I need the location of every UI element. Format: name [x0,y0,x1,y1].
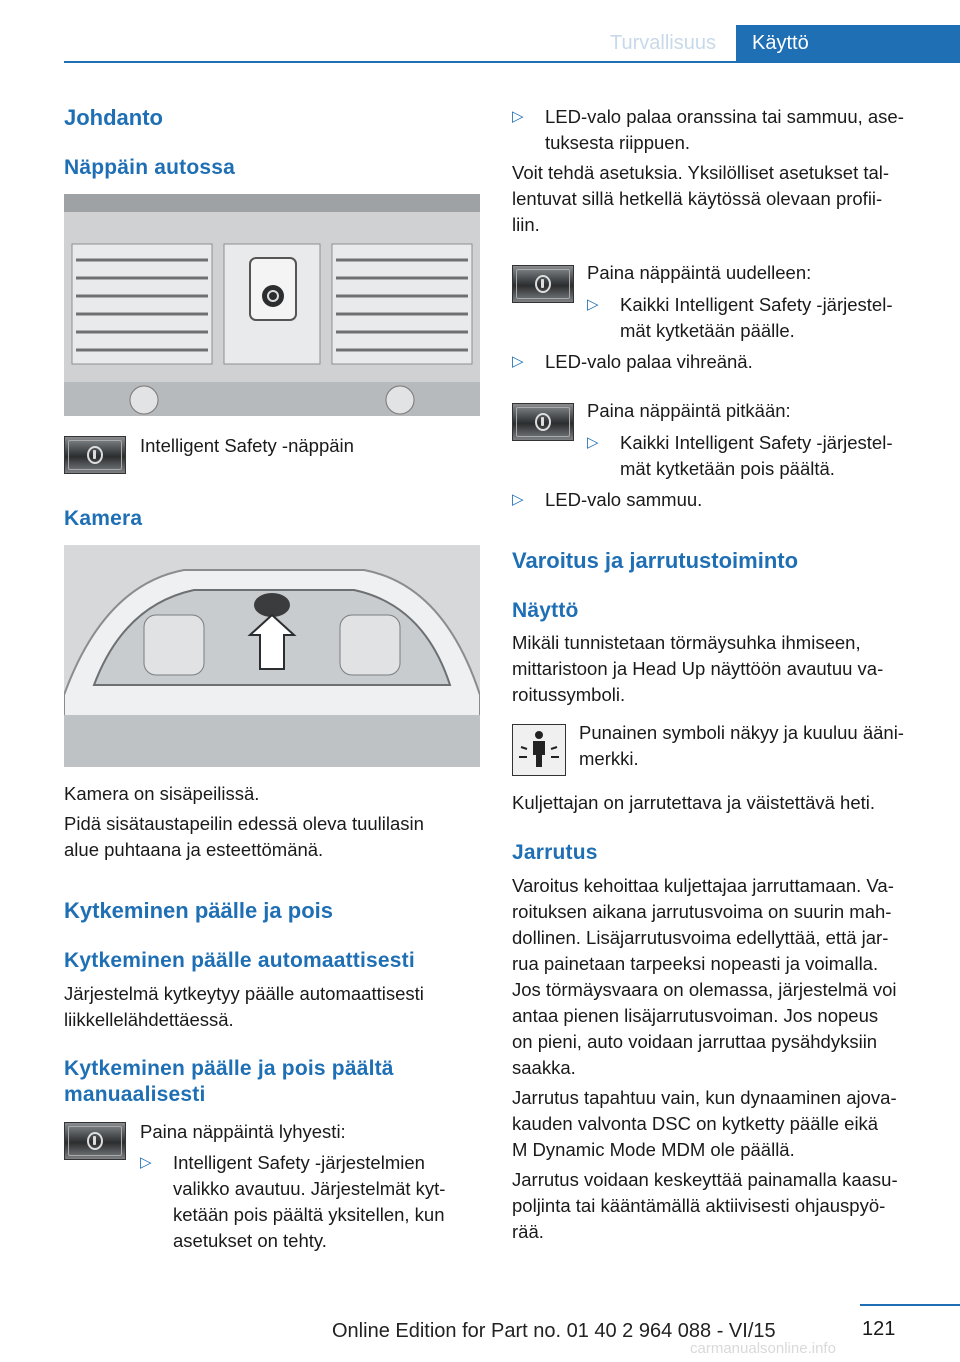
safety-button-image [64,436,126,474]
short-bullet-4: asetukset on tehty. [173,1230,327,1251]
list-item [512,487,928,513]
camera-photo [64,545,480,767]
camera-illustration [64,545,480,767]
braking-text-4: rua painetaan tarpeeksi nopeasti ja voimalla. [512,953,879,974]
safety-button-icon [87,446,103,464]
edition-text: Online Edition for Part no. 01 40 2 964 088 - VI/15 [332,1320,776,1342]
display-text-1: Mikäli tunnistetaan törmäysuhka ihmiseen, [512,632,861,653]
braking-text-3: dollinen. Lisäjarrutusvoima edellyttää, että jar‐ [512,927,889,948]
again-bullet-2: mät kytketään päälle. [620,320,795,341]
led-bullet-1: LED-valo palaa oranssina tai sammuu, ase‐ [545,106,904,127]
pedestrian-warning-image [512,724,566,776]
heading-jarrutus: Jarrutus [512,841,598,864]
dashboard-illustration [64,194,480,416]
braking3-text-2: poljinta tai kääntämällä aktiivisesti ohjauspyö‐ [512,1195,886,1216]
heading-automaattisesti: Kytkeminen päälle automaattisesti [64,949,415,972]
symbol-text-2: merkki. [579,748,639,769]
braking3-text-3: rää. [512,1221,544,1242]
braking-text-6: antaa pienen lisäjarrutusvoiman. Jos nopeus [512,1005,879,1026]
camera-text-2b: alue puhtaana ja esteettömänä. [64,839,324,860]
display-text-3: roitussymboli. [512,684,626,705]
safety-button-image-again [512,265,574,303]
braking-text-7: on pieni, auto voidaan jarruttaa pysähdyksiin [512,1031,878,1052]
safety-button-icon [87,1132,103,1150]
auto-text-1: Järjestelmä kytkeytyy päälle automaattisesti [64,983,424,1004]
heading-nappain-autossa: Näppäin autossa [64,156,236,179]
display-text-2: mittaristoon ja Head Up näyttöön avautuu va‐ [512,658,884,679]
safety-button-image-short [64,1122,126,1160]
heading-naytto: Näyttö [512,599,579,622]
pedestrian-icon [513,725,565,775]
list-item [140,1150,480,1254]
settings-text-2: lentuvat sillä hetkellä käytössä olevaan profii‐ [512,188,883,209]
tab-kaytto[interactable]: Käyttö [736,25,960,62]
bullet-icon: ▷ [587,296,599,313]
led-green: LED-valo palaa vihreänä. [545,351,753,372]
led-bullet-2: tuksesta riippuen. [545,132,691,153]
tab-turvallisuus[interactable]: Turvallisuus [610,32,716,54]
press-long: Paina näppäintä pitkään: [587,400,791,421]
press-again: Paina näppäintä uudelleen: [587,262,812,283]
list-item [587,430,927,482]
bullet-icon: ▷ [512,108,524,125]
driver-text: Kuljettajan on jarrutettava ja väistettävä heti. [512,792,876,813]
short-bullet-1: Intelligent Safety -järjestelmien [173,1152,425,1173]
safety-button-icon [535,413,551,431]
long-bullet-2: mät kytketään pois päältä. [620,458,835,479]
watermark: carmanualsonline.info [690,1340,836,1357]
dashboard-photo [64,194,480,416]
short-bullet-2: valikko avautuu. Järjestelmät kyt‐ [173,1178,446,1199]
settings-text-1: Voit tehdä asetuksia. Yksilölliset asetukset tal‐ [512,162,890,183]
safety-button-icon [535,275,551,293]
braking-text-1: Varoitus kehoittaa kuljettajaa jarruttamaan. Va‐ [512,875,894,896]
page-number: 121 [862,1318,896,1340]
settings-text-3: liin. [512,214,540,235]
press-short: Paina näppäintä lyhyesti: [140,1121,346,1142]
long-bullet-1: Kaikki Intelligent Safety -järjestel‐ [620,432,893,453]
bullet-icon: ▷ [512,491,524,508]
braking2-text-2: kauden valvonta DSC on kytketty päälle eikä [512,1113,879,1134]
again-bullet-1: Kaikki Intelligent Safety -järjestel‐ [620,294,893,315]
braking-text-2: roituksen aikana jarrutusvoima on suurin mah‐ [512,901,892,922]
camera-text-2a: Pidä sisätaustapeilin edessä oleva tuulilasin [64,813,424,834]
list-item [587,292,927,344]
braking-text-5: Jos törmäysvaara on olemassa, järjestelmä voi [512,979,897,1000]
heading-johdanto: Johdanto [64,105,163,130]
symbol-text-1: Punainen symboli näkyy ja kuuluu ääni‐ [579,722,904,743]
bullet-icon: ▷ [512,353,524,370]
braking2-text-3: M Dynamic Mode MDM ole päällä. [512,1139,795,1160]
heading-varoitus: Varoitus ja jarrutustoiminto [512,548,799,573]
list-item [512,104,928,156]
heading-manuaalisesti-1: Kytkeminen päälle ja pois päältä [64,1057,394,1080]
caption-safety-button: Intelligent Safety -näppäin [140,435,354,456]
list-item [512,349,928,375]
header-rule [64,61,960,63]
short-bullet-3: ketään pois päältä yksitellen, kun [173,1204,445,1225]
braking-text-8: saakka. [512,1057,576,1078]
heading-kytkeminen: Kytkeminen päälle ja pois [64,898,333,923]
braking3-text-1: Jarrutus voidaan keskeyttää painamalla kaasu‐ [512,1169,898,1190]
safety-button-image-long [512,403,574,441]
braking2-text-1: Jarrutus tapahtuu vain, kun dynaaminen ajova‐ [512,1087,897,1108]
camera-text-1: Kamera on sisäpeilissä. [64,783,260,804]
led-off: LED-valo sammuu. [545,489,703,510]
bullet-icon: ▷ [140,1154,152,1171]
heading-manuaalisesti-2: manuaalisesti [64,1083,206,1106]
footer-rule [860,1304,960,1306]
auto-text-2: liikkellelähdettäessä. [64,1009,234,1030]
bullet-icon: ▷ [587,434,599,451]
heading-kamera: Kamera [64,507,143,530]
